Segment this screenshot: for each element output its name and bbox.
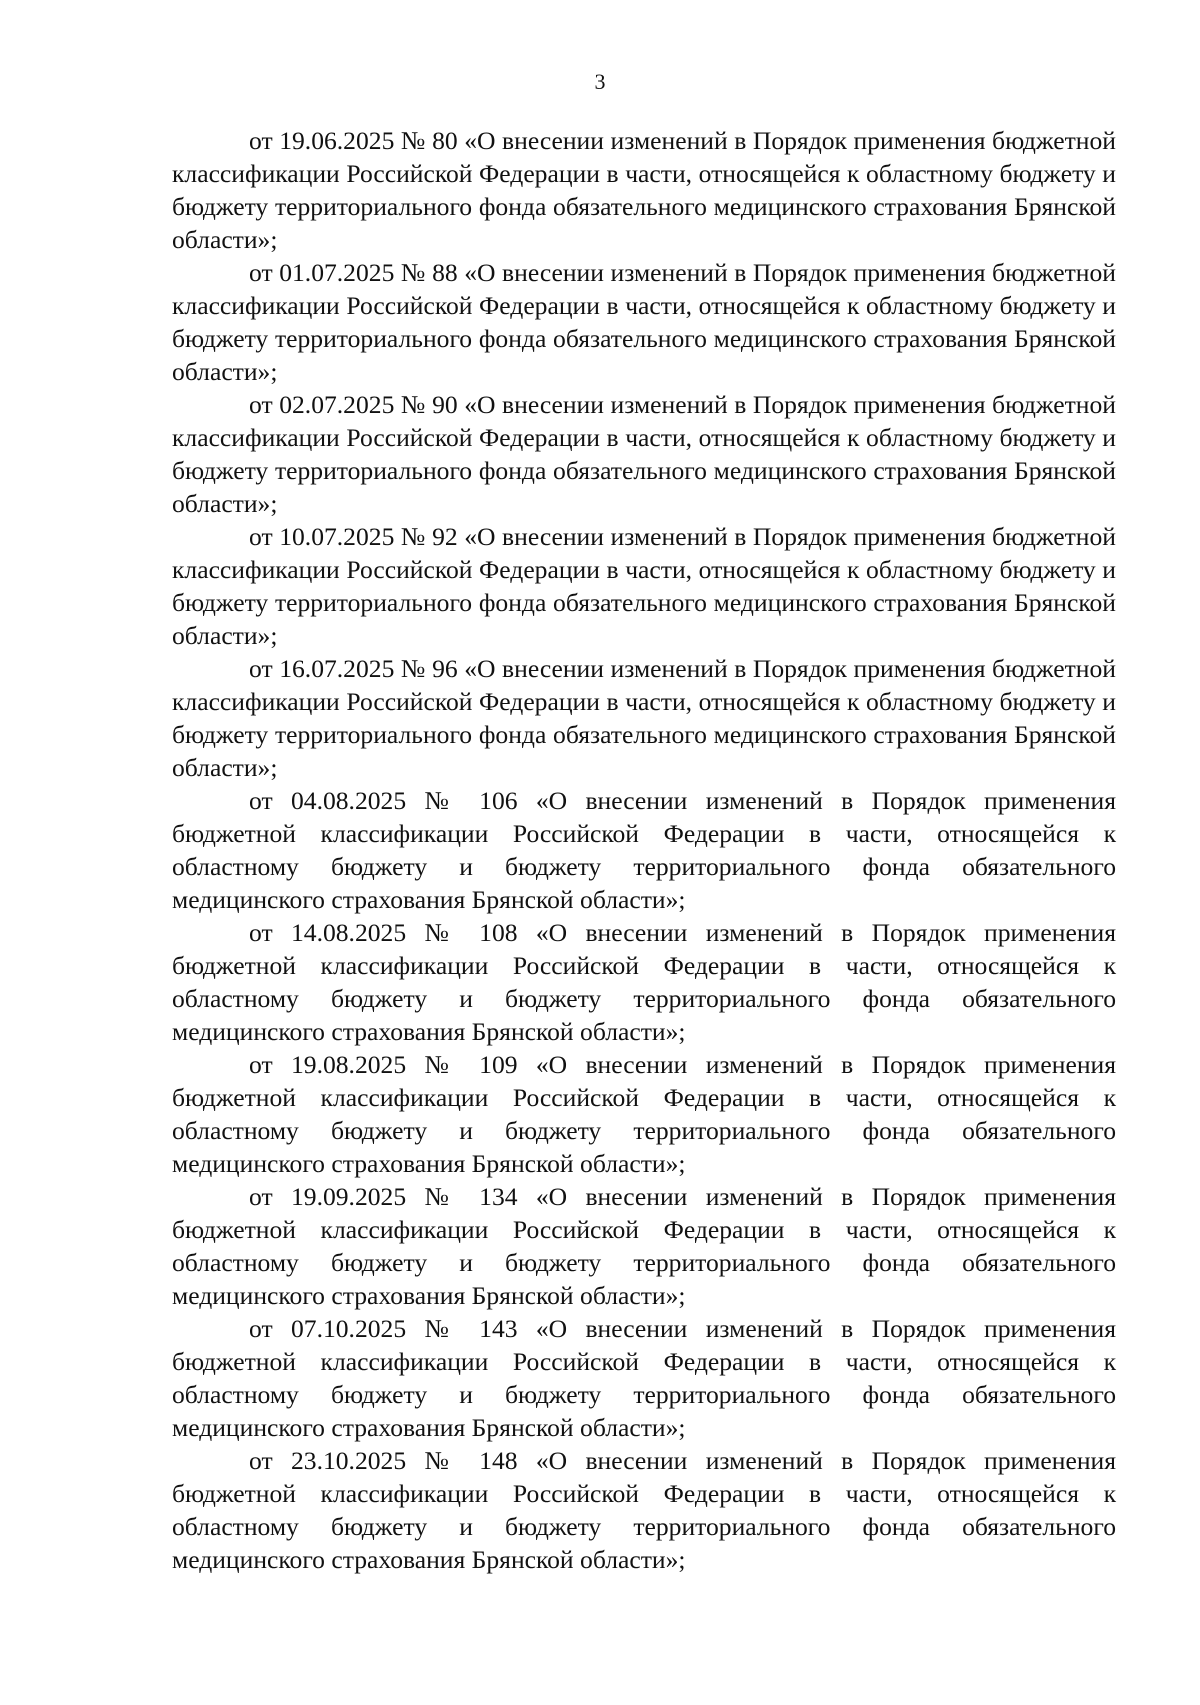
paragraph-order-134: от 19.09.2025 № 134 «О внесении изменений в Порядок применения бюджетной классификации Российской Федерации в части, относящейся к областному бюджету и бюджету территориального фонда обязательного медицинского страхования Брянской области»; <box>172 1182 1116 1310</box>
paragraph-order-109: от 19.08.2025 № 109 «О внесении изменений в Порядок применения бюджетной классификации Российской Федерации в части, относящейся к областному бюджету и бюджету территориального фонда обязательного медицинского страхования Брянской области»; <box>172 1050 1116 1178</box>
paragraph-order-148: от 23.10.2025 № 148 «О внесении изменений в Порядок применения бюджетной классификации Российской Федерации в части, относящейся к областному бюджету и бюджету территориального фонда обязательного медицинского страхования Брянской области»; <box>172 1446 1116 1574</box>
paragraph-order-96: от 16.07.2025 № 96 «О внесении изменений в Порядок применения бюджетной классификации Российской Федерации в части, относящейся к областному бюджету и бюджету территориального фонда обязательного медицинского страхования Брянской области»; <box>172 654 1116 782</box>
paragraph-order-80: от 19.06.2025 № 80 «О внесении изменений в Порядок применения бюджетной классификации Российской Федерации в части, относящейся к областному бюджету и бюджету территориального фонда обязательного медицинского страхования Брянской области»; <box>172 126 1116 254</box>
document-body <box>172 124 1116 1576</box>
paragraph-order-90: от 02.07.2025 № 90 «О внесении изменений в Порядок применения бюджетной классификации Российской Федерации в части, относящейся к областному бюджету и бюджету территориального фонда обязательного медицинского страхования Брянской области»; <box>172 390 1116 518</box>
paragraph-order-108: от 14.08.2025 № 108 «О внесении изменений в Порядок применения бюджетной классификации Российской Федерации в части, относящейся к областному бюджету и бюджету территориального фонда обязательного медицинского страхования Брянской области»; <box>172 918 1116 1046</box>
paragraph-order-92: от 10.07.2025 № 92 «О внесении изменений в Порядок применения бюджетной классификации Российской Федерации в части, относящейся к областному бюджету и бюджету территориального фонда обязательного медицинского страхования Брянской области»; <box>172 522 1116 650</box>
paragraph-order-143: от 07.10.2025 № 143 «О внесении изменений в Порядок применения бюджетной классификации Российской Федерации в части, относящейся к областному бюджету и бюджету территориального фонда обязательного медицинского страхования Брянской области»; <box>172 1314 1116 1442</box>
page-number: 3 <box>594 69 606 94</box>
paragraph-order-106: от 04.08.2025 № 106 «О внесении изменений в Порядок применения бюджетной классификации Российской Федерации в части, относящейся к областному бюджету и бюджету территориального фонда обязательного медицинского страхования Брянской области»; <box>172 786 1116 914</box>
paragraph-order-88: от 01.07.2025 № 88 «О внесении изменений в Порядок применения бюджетной классификации Российской Федерации в части, относящейся к областному бюджету и бюджету территориального фонда обязательного медицинского страхования Брянской области»; <box>172 258 1116 386</box>
